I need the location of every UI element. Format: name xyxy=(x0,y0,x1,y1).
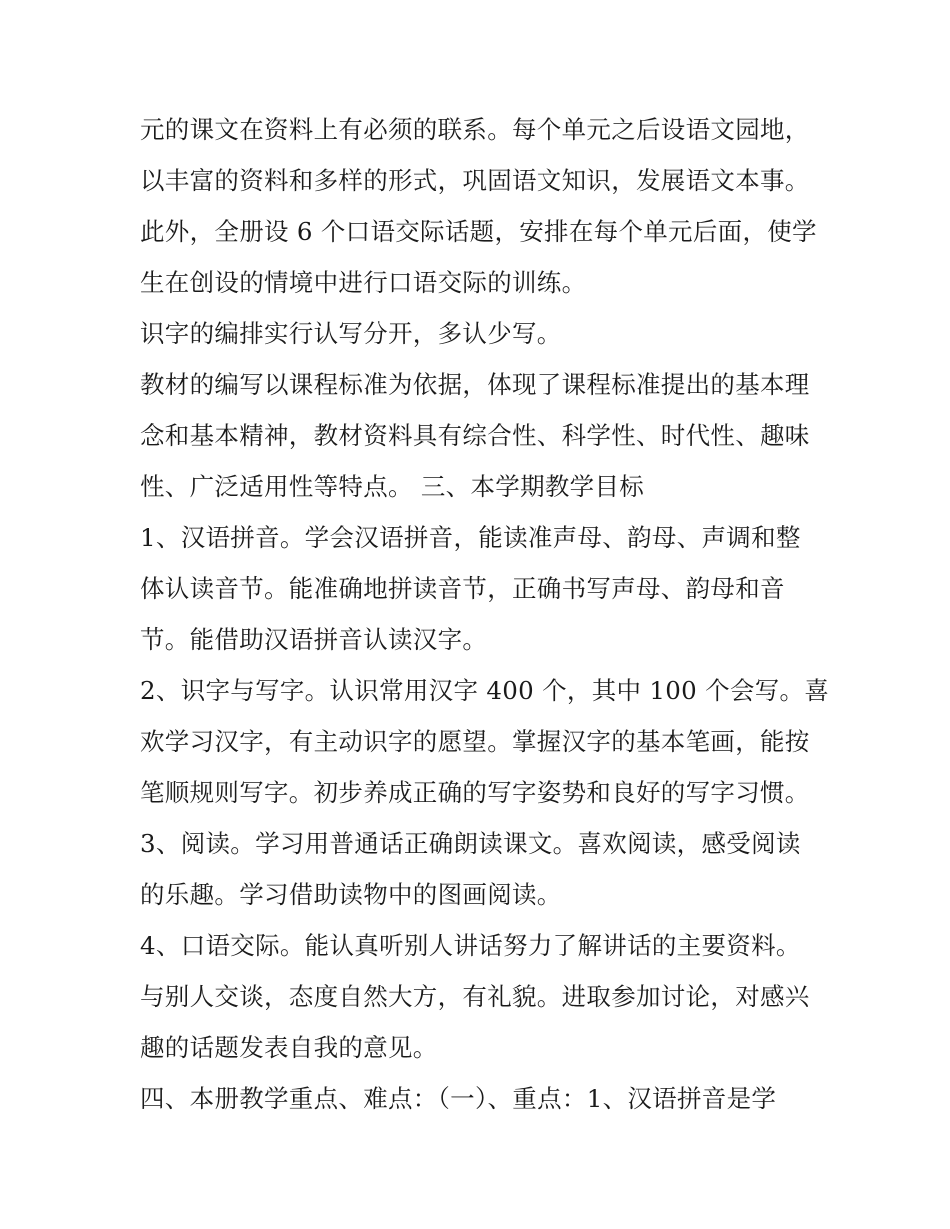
text-line: 欢学习汉字，有主动识字的愿望。掌握汉字的基本笔画，能按 xyxy=(140,727,810,756)
text-line: 的乐趣。学习借助读物中的图画阅读。 xyxy=(140,880,562,909)
text-line: 生在创设的情境中进行口语交际的训练。 xyxy=(140,268,587,297)
text-line: 与别人交谈，态度自然大方，有礼貌。进取参加讨论，对感兴 xyxy=(140,982,810,1011)
text-line: 2、识字与写字。认识常用汉字 400 个，其中 100 个会写。喜 xyxy=(140,676,830,705)
text-line: 体认读音节。能准确地拼读音节，正确书写声母、韵母和音 xyxy=(140,574,785,603)
text-line: 教材的编写以课程标准为依据，体现了课程标准提出的基本理 xyxy=(140,370,810,399)
text-line: 念和基本精神，教材资料具有综合性、科学性、时代性、趣味 xyxy=(140,421,810,450)
text-line: 此外，全册设 6 个口语交际话题，安排在每个单元后面，使学 xyxy=(140,217,817,246)
text-line: 四、本册教学重点、难点：（一）、重点：1、汉语拼音是学 xyxy=(140,1084,777,1113)
text-line: 4、口语交际。能认真听别人讲话努力了解讲话的主要资料。 xyxy=(140,931,801,960)
text-line: 性、广泛适用性等特点。 三、本学期教学目标 xyxy=(140,472,645,501)
text-line: 识字的编排实行认写分开，多认少写。 xyxy=(140,319,562,348)
text-line: 1、汉语拼音。学会汉语拼音，能读准声母、韵母、声调和整 xyxy=(140,523,801,552)
document-page xyxy=(140,104,840,1124)
text-line: 以丰富的资料和多样的形式，巩固语文知识，发展语文本事。 xyxy=(140,166,810,195)
text-line: 笔顺规则写字。初步养成正确的写字姿势和良好的写字习惯。 xyxy=(140,778,810,807)
text-line: 趣的话题发表自我的意见。 xyxy=(140,1033,438,1062)
text-line: 3、阅读。学习用普通话正确朗读课文。喜欢阅读，感受阅读 xyxy=(140,829,801,858)
text-line: 元的课文在资料上有必须的联系。每个单元之后设语文园地， xyxy=(140,115,810,144)
text-line: 节。能借助汉语拼音认读汉字。 xyxy=(140,625,488,654)
